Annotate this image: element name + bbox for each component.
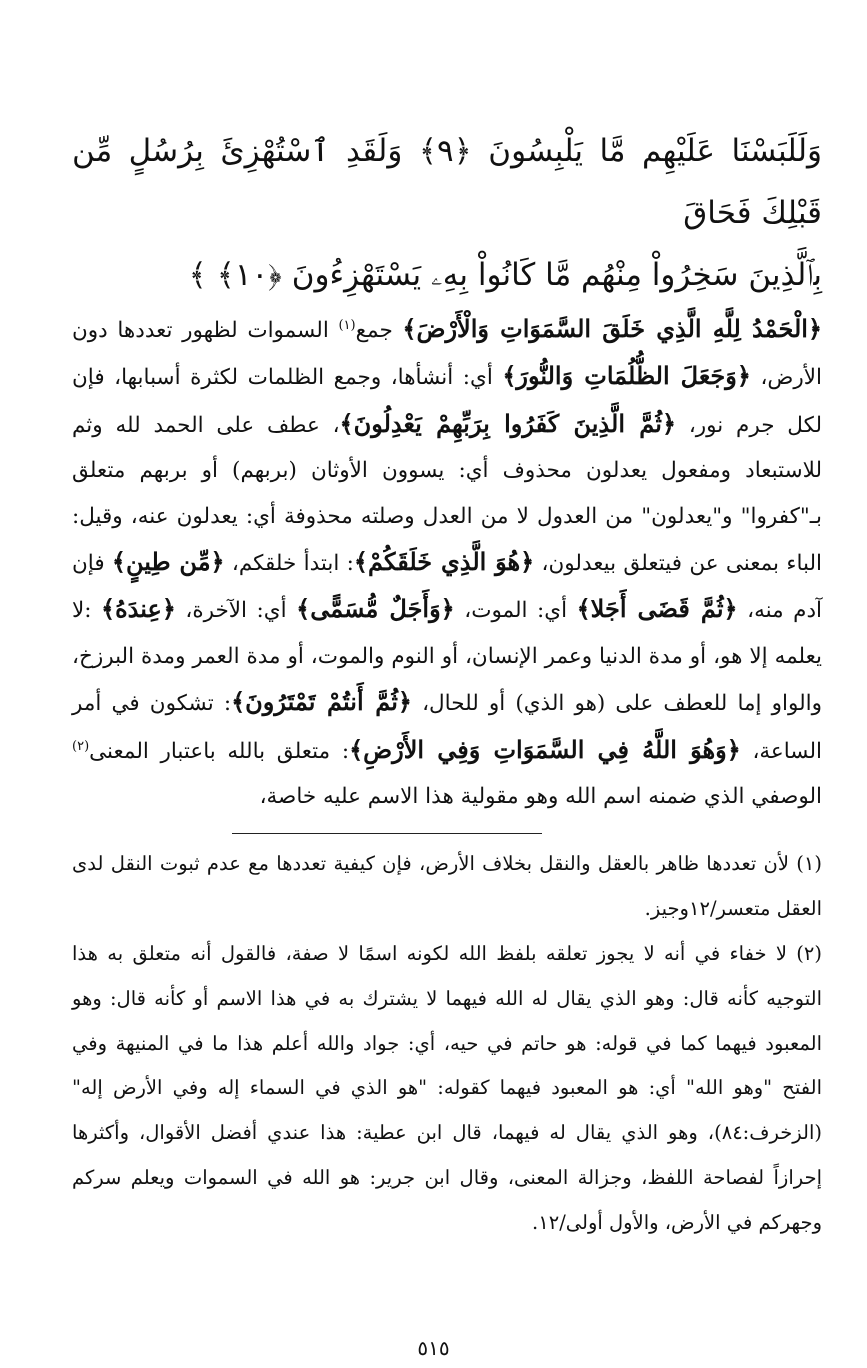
footnotes — [72, 842, 822, 1245]
quran-quote: ﴿وَهُوَ اللَّهُ فِي السَّمَوَاتِ وَفِي الأَرْضِ﴾ — [349, 734, 741, 764]
commentary-segment: : متعلق بالله باعتبار المعنى — [89, 738, 350, 764]
footnote-ref: (١) — [338, 317, 356, 333]
commentary-segment: جمع — [355, 318, 403, 343]
quran-quote: ﴿ثُمَّ الَّذِينَ كَفَرُوا بِرَبِّهِمْ يَعْدِلُونَ﴾ — [339, 408, 677, 438]
page-number: ٥١٥ — [417, 1336, 450, 1360]
quran-quote: ﴿وَجَعَلَ الظُّلُمَاتِ وَالنُّورَ﴾ — [502, 361, 751, 391]
verse-line-1: وَلَلَبَسْنَا عَلَيْهِم مَّا يَلْبِسُونَ ﴿٩﴾ وَلَقَدِ ٱسْتُهْزِئَ بِرُسُلٍ مِّن قَبْلِكَ فَحَاقَ — [72, 133, 822, 231]
commentary-text — [72, 306, 822, 819]
verse-line-2: بِٱلَّذِينَ سَخِرُواْ مِنْهُم مَّا كَانُواْ بِهِۦ يَسْتَهْزِءُونَ ﴿١٠﴾ ﴾ — [188, 257, 822, 293]
commentary-segment: :لا يعلمه إلا هو، أو مدة الدنيا وعمر الإنسان، أو النوم والموت، أو مدة العمر ومدة البرزخ، والواو إما للعطف على (هو الذي) أو للحال، — [72, 598, 822, 717]
commentary-segment: أي: الآخرة، — [175, 598, 297, 624]
quran-quote: ﴿وَأَجَلٌ مُّسَمًّى﴾ — [296, 594, 455, 624]
quran-verse — [72, 120, 822, 306]
commentary-segment: ، عطف على الحمد لله وثم للاستبعاد ومفعول يعدلون محذوف أي: يسوون الأوثان (بربهم) أو بربهم متعلق بـ"كفروا" و"يعدلون" من العدول لا من العدل وصلته محذوفة أي: يعدلون عنه، وقيل: الباء بمعنى عن فيتعلق بيعدلون، — [72, 412, 823, 577]
quran-quote: ﴿ثُمَّ قَضَى أَجَلا﴾ — [576, 594, 738, 624]
quran-quote: ﴿مِّن طِينٍ﴾ — [111, 547, 225, 577]
commentary-segment: الوصفي الذي ضمنه اسم الله وهو مقولية هذا الاسم عليه خاصة، — [259, 784, 822, 810]
quran-quote: ﴿ثُمَّ أَنتُمْ تَمْتَرُونَ﴾ — [231, 687, 412, 717]
commentary-segment: السموات لظهور تعددها دون الأرض، — [72, 318, 822, 391]
footnote-separator — [72, 833, 822, 834]
commentary-segment: فإن آدم منه، — [72, 551, 822, 624]
commentary-segment: : ابتدأ خلقكم، — [224, 551, 354, 577]
commentary-segment: أي: الموت، — [454, 598, 577, 624]
footnote-1: (١) لأن تعددها ظاهر بالعقل والنقل بخلاف الأرض، فإن كيفية تعددها مع عدم ثبوت النقل لدى العقل متعسر/١٢وجيز. — [72, 852, 822, 921]
commentary-segment: : تشكون في أمر الساعة، — [72, 691, 822, 764]
quran-quote: ﴿الْحَمْدُ لِلَّهِ الَّذِي خَلَقَ السَّمَوَاتِ وَالْأَرْضَ﴾ — [402, 314, 823, 343]
commentary-segment: أي: أنشأها، وجمع الظلمات لكثرة أسبابها، فإن لكل جرم نور، — [72, 365, 823, 438]
footnote-ref: (٢) — [72, 738, 90, 754]
quran-quote: ﴿هُوَ الَّذِي خَلَقَكُمْ﴾ — [353, 547, 535, 577]
quran-quote: ﴿عِندَهُ﴾ — [101, 594, 176, 624]
footnote-2: (٢) لا خفاء في أنه لا يجوز تعلقه بلفظ الله لكونه اسمًا لا صفة، فالقول أنه متعلق به هذا التوجيه كأنه قال: وهو الذي يقال له الله فيهما لا يشترك به في هذا الاسم أو كأنه قال: وهو المعبود فيهما كما في قوله: هو حاتم في حيه، أي: جواد والله أعلم هذا ما في المنيهة وفي الفتح "وهو الله" أي: هو المعبود فيهما كقوله: "هو الذي في السماء إله وفي الأرض إله" (الزخرف:٨٤)، وهو الذي يقال له فيهما، قال ابن عطية: هذا عندي أفضل الأقوال، وأكثرها إحرازاً لفصاحة اللفظ، وجزالة المعنى، وقال ابن جرير: هو الله في السموات ويعلم سركم وجهركم في الأرض، والأول أولى/١٢. — [72, 942, 822, 1234]
